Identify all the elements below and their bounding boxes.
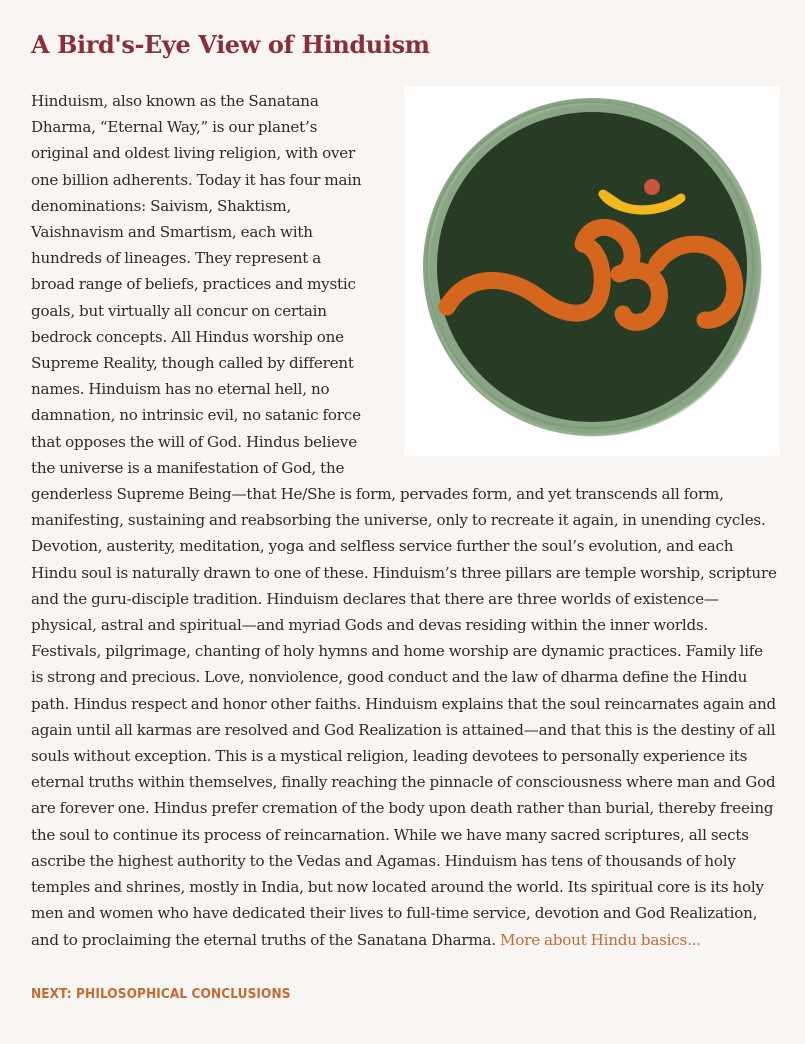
article-body bbox=[31, 88, 779, 953]
next-page-link[interactable]: NEXT: PHILOSOPHICAL CONCLUSIONS bbox=[31, 986, 291, 1002]
article-container bbox=[31, 22, 779, 953]
om-image bbox=[405, 86, 779, 456]
om-symbol-icon bbox=[405, 86, 779, 456]
article-text: Hinduism, also known as the Sanatana Dharma, “Eternal Way,” is our planet’s original and oldest living religion, with over one billion adherents. Today it has four main denominations: Saivism, Shaktism, Vaishnavism and Smartism, each with hundreds of lineages. They represent a broad range of beliefs, practices and mystic goals, but virtually all concur on certain bedrock concepts. All Hindus worship one Supreme Reality, though called by different names. Hinduism has no eternal hell, no damnation, no intrinsic evil, no satanic force that opposes the will of God. Hindus believe the universe is a manifestation of God, the genderless Supreme Being—that He/She is form, pervades form, and yet transcends all form, manifesting, sustaining and reabsorbing the universe, only to recreate it again, in unending cycles. Devotion, austerity, meditation, yoga and selfless service further the soul’s evolution, and each Hindu soul is naturally drawn to one of these. Hinduism’s three pillars are temple worship, scripture and the guru-disciple tradition. Hinduism declares that there are three worlds of existence—physical, astral and spiritual—and myriad Gods and devas residing within the inner worlds. Festivals, pilgrimage, chanting of holy hymns and home worship are dynamic practices. Family life is strong and precious. Love, nonviolence, good conduct and the law of dharma define the Hindu path. Hindus respect and honor other faiths. Hinduism explains that the soul reincarnates again and again until all karmas are resolved and God Realization is attained—and that this is the destiny of all souls without exception. This is a mystical religion, leading devotees to personally experience its eternal truths within themselves, finally reaching the pinnacle of consciousness where man and God are forever one. Hindus prefer cremation of the body upon death rather than burial, thereby freeing the soul to continue its process of reincarnation. While we have many sacred scriptures, all sects ascribe the highest authority to the Vedas and Agamas. Hinduism has tens of thousands of holy temples and shrines, mostly in India, but now located around the world. Its spiritual core is its holy men and women who have dedicated their lives to full-time service, devotion and God Realization, and to proclaiming the eternal truths of the Sanatana Dharma. bbox=[31, 92, 777, 949]
more-about-link[interactable]: More about Hindu basics... bbox=[500, 930, 701, 949]
page-title: A Bird's-Eye View of Hinduism bbox=[31, 30, 430, 59]
